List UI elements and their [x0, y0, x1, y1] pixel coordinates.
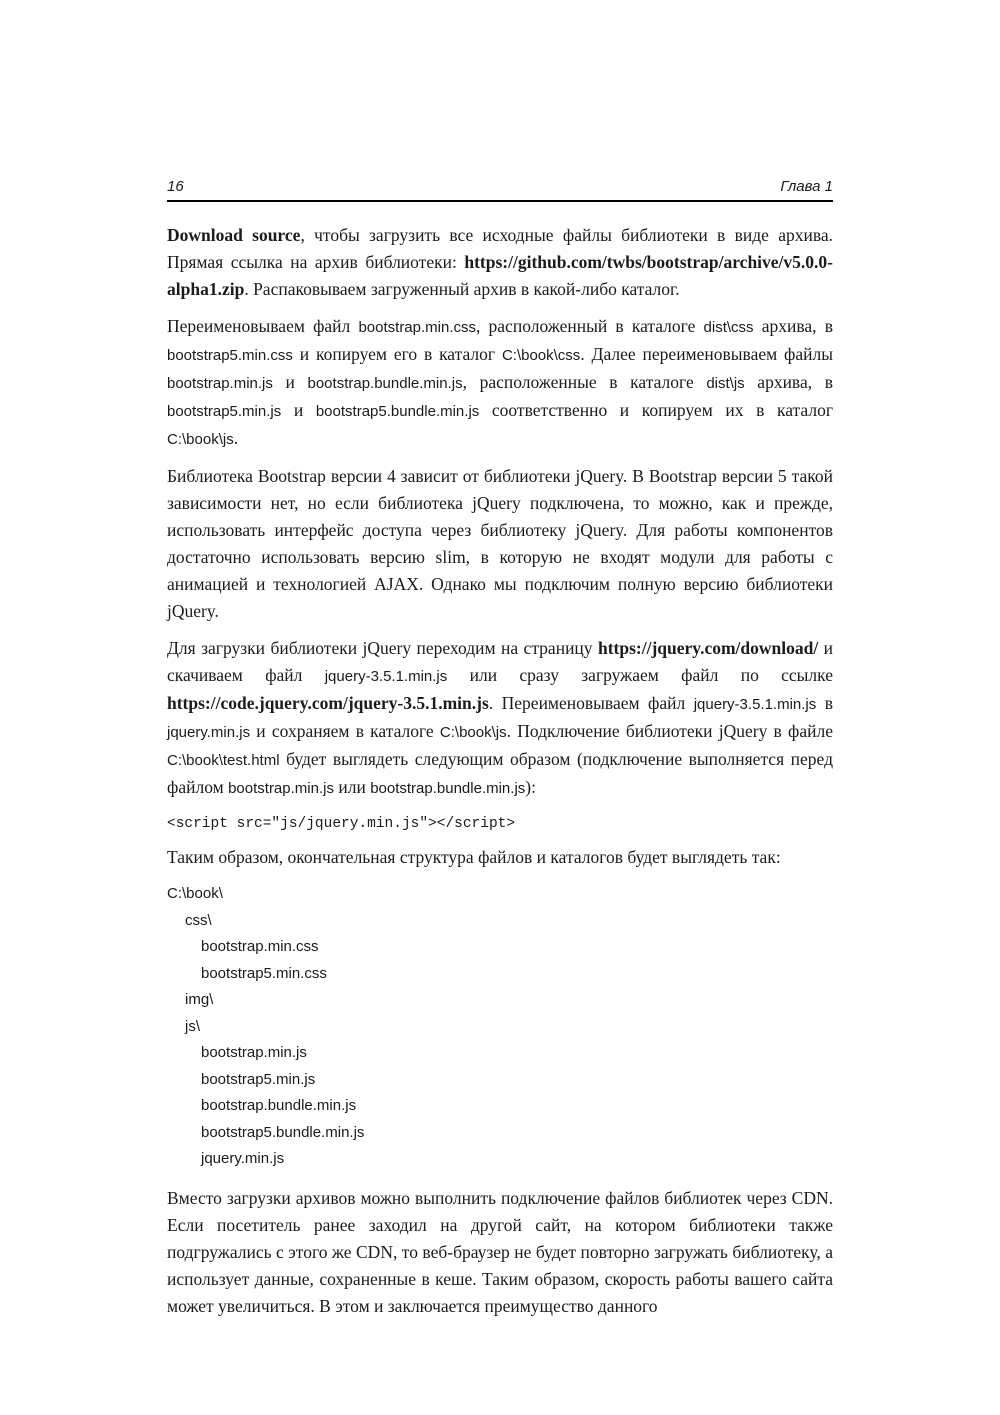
file-tree-item: bootstrap5.min.js	[201, 1070, 316, 1088]
text-run: и	[272, 372, 308, 392]
text-run: . Распаковываем загруженный архив в какой-либо каталог.	[244, 279, 680, 299]
text-run: https://github.com/twbs/bootstrap/archive/v5.0.0-alpha1.zip	[167, 252, 833, 299]
file-tree-item: jquery.min.js	[201, 1150, 285, 1167]
text-run: Для загрузки библиотеки jQuery переходим на страницу	[167, 638, 598, 658]
file-tree-item: css\	[185, 911, 212, 929]
text-run: https://code.jquery.com/jquery-3.5.1.min.js	[167, 693, 489, 713]
text-run: или	[333, 777, 371, 797]
file-tree	[167, 881, 833, 1173]
text-run: C:\book\css	[501, 347, 581, 364]
paragraph	[167, 844, 833, 871]
page-number: 16	[167, 178, 184, 195]
page-content	[167, 222, 833, 1320]
text-run: и	[281, 400, 316, 420]
paragraph	[167, 313, 833, 453]
text-run: jquery.min.js	[167, 724, 251, 741]
text-run: в	[816, 693, 833, 713]
paragraph	[167, 635, 833, 802]
text-run: C:\book\test.html	[167, 752, 280, 769]
text-run: bootstrap5.bundle.min.js	[315, 403, 480, 420]
file-tree-item: bootstrap5.min.css	[201, 964, 327, 982]
text-run: bootstrap5.min.js	[167, 403, 282, 420]
text-run: архива, в	[744, 372, 833, 392]
text-run: и скачиваем файл	[167, 638, 833, 685]
text-run: C:\book\js	[167, 431, 234, 448]
text-run: .	[233, 428, 239, 448]
text-run: ):	[525, 777, 536, 797]
text-run: Вместо загрузки архивов можно выполнить подключение файлов библиотек через CDN. Если посетитель ранее заходил на другой сайт, на котором библиотеки также подгружались с этого же CDN, то веб-браузер не будет повторно загружать библиотеку, а использует данные, сохраненные в кеше. Таким образом, скорость работы вашего сайта может увеличиться. В этом и заключается преимущество данного	[167, 1187, 833, 1316]
paragraph	[167, 222, 833, 303]
text-run: bootstrap.bundle.min.js	[370, 780, 526, 797]
chapter-label: Глава 1	[780, 178, 833, 195]
text-run: . Подключение библиотеки jQuery в файле	[506, 721, 833, 741]
text-run: Таким образом, окончательная структура файлов и каталогов будет выглядеть так:	[167, 847, 781, 867]
paragraph	[167, 1185, 833, 1320]
text-run: Переименовываем файл	[167, 316, 359, 336]
text-run: bootstrap.bundle.min.js	[307, 375, 463, 392]
file-tree-item: bootstrap.min.js	[201, 1044, 307, 1061]
text-run: будет выглядеть следующим образом (подключение выполняется перед файлом	[167, 749, 833, 797]
text-run: Библиотека Bootstrap версии 4 зависит от библиотеки jQuery. В Bootstrap версии 5 такой зависимости нет, но если библиотека jQuery подключена, то можно, как и прежде, использовать интерфейс доступа через библиотеку jQuery. Для работы компонентов достаточно использовать версию slim, в которую не входят модули для работы с анимацией и технологией AJAX. Однако мы подключим полную версию библиотеки jQuery.	[167, 466, 833, 621]
text-run: архива, в	[753, 316, 833, 336]
text-run: и копируем его в каталог	[292, 344, 502, 364]
text-run: bootstrap.min.css	[358, 319, 476, 336]
text-run: , расположенные в каталоге	[462, 372, 707, 392]
file-tree-item: bootstrap.min.css	[201, 938, 319, 955]
text-run: bootstrap5.min.css	[167, 347, 293, 364]
code-line: <script src="js/jquery.min.js"></script>	[167, 816, 516, 832]
text-run: . Далее переименовываем файлы	[580, 344, 833, 364]
text-run: https://jquery.com/download/	[597, 638, 819, 658]
file-tree-item: C:\book\	[167, 885, 223, 902]
text-run: , чтобы загрузить все исходные файлы библиотеки в виде архива. Прямая ссылка на архив библиотеки:	[167, 225, 833, 272]
text-run: C:\book\js	[439, 724, 507, 741]
text-run: , расположенный в каталоге	[476, 316, 704, 336]
text-run: dist\css	[703, 319, 754, 336]
file-tree-item: bootstrap.bundle.min.js	[201, 1097, 357, 1114]
file-tree-item: img\	[185, 991, 214, 1008]
text-run: соответственно и копируем их в каталог	[479, 400, 833, 420]
text-run: и сохраняем в каталоге	[250, 721, 440, 741]
text-run: jquery-3.5.1.min.js	[693, 696, 817, 713]
page-header	[167, 178, 833, 202]
text-run: dist\js	[706, 375, 745, 392]
file-tree-item: js\	[185, 1017, 200, 1035]
text-run: или сразу загружаем файл по ссылке	[447, 665, 833, 685]
text-run: Download source	[167, 225, 301, 245]
file-tree-item: bootstrap5.bundle.min.js	[201, 1123, 365, 1141]
text-run: bootstrap.min.js	[228, 780, 334, 797]
text-run: jquery-3.5.1.min.js	[324, 668, 448, 685]
text-run: bootstrap.min.js	[167, 375, 273, 392]
text-run: . Переименовываем файл	[488, 693, 694, 713]
paragraph	[167, 463, 833, 625]
